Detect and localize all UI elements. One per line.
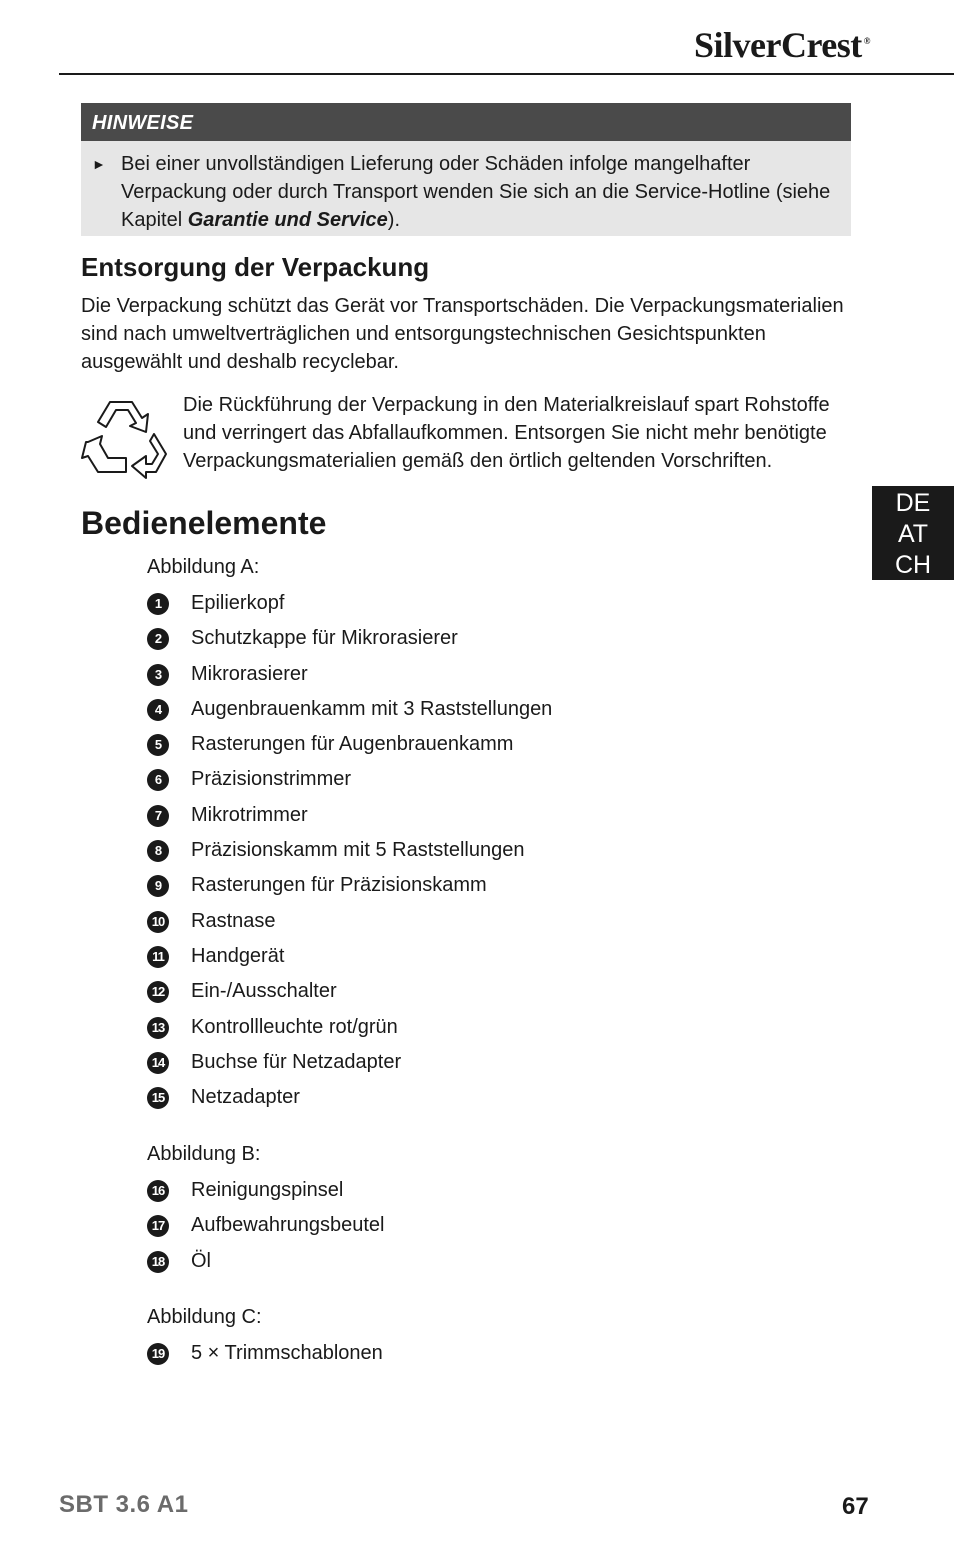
item-label: 5 × Trimmschablonen	[191, 1342, 383, 1364]
list-item	[147, 945, 552, 980]
note-box	[81, 103, 851, 236]
list-item	[147, 592, 552, 627]
item-label: Rastnase	[191, 909, 276, 932]
list-item	[147, 1250, 384, 1285]
figure-b-label: Abbildung B:	[147, 1143, 261, 1165]
list-item	[147, 1179, 384, 1214]
list-item	[147, 1086, 552, 1121]
list-item	[147, 910, 552, 945]
note-body	[81, 141, 851, 234]
item-label: Präzisionskamm mit 5 Raststellungen	[191, 839, 525, 862]
item-label: Rasterungen für Augenbrauenkamm	[191, 733, 514, 756]
item-number-badge: 16	[147, 1180, 169, 1202]
figure-c-list	[147, 1342, 383, 1377]
item-label: Handgerät	[191, 944, 285, 967]
footer-model: SBT 3.6 A1	[59, 1491, 189, 1518]
item-number-badge: 9	[147, 875, 169, 897]
list-item	[147, 980, 552, 1015]
item-number-badge: 19	[147, 1343, 169, 1365]
list-item	[147, 768, 552, 803]
note-text-bold: Garantie und Service	[187, 209, 388, 231]
note-text-end: ).	[387, 209, 401, 231]
item-label: Aufbewahrungsbeutel	[191, 1214, 385, 1237]
item-label: Mikrotrimmer	[191, 803, 308, 826]
item-number-badge: 13	[147, 1017, 169, 1039]
item-label: Ein-/Ausschalter	[191, 980, 337, 1003]
item-label: Öl	[191, 1249, 211, 1272]
figure-c-label: Abbildung C:	[147, 1306, 262, 1328]
item-label: Mikrorasierer	[191, 662, 308, 685]
controls-heading: Bedienelemente	[81, 505, 327, 541]
figure-a-list	[147, 592, 552, 1121]
list-item	[147, 627, 552, 662]
item-number-badge: 3	[147, 664, 169, 686]
item-label: Buchse für Netzadapter	[191, 1050, 402, 1073]
item-number-badge: 8	[147, 840, 169, 862]
arrow-bullet-icon: ►	[92, 156, 106, 172]
lang-de: DE	[895, 489, 931, 517]
item-number-badge: 5	[147, 734, 169, 756]
item-label: Kontrollleuchte rot/grün	[191, 1015, 398, 1038]
item-number-badge: 12	[147, 981, 169, 1003]
list-item	[147, 804, 552, 839]
list-item	[147, 733, 552, 768]
item-number-badge: 18	[147, 1251, 169, 1273]
list-item	[147, 1051, 552, 1086]
disposal-paragraph: Die Verpackung schützt das Gerät vor Transportschäden. Die Verpackungsmaterialien sind nach umweltverträglichen und entsorgungstechnischen Gesichtspunkten ausgewählt und deshalb recyclebar.	[81, 295, 844, 373]
header-rule	[59, 73, 954, 75]
brand-logo: SilverCrest ®	[693, 25, 870, 65]
item-number-badge: 10	[147, 911, 169, 933]
item-number-badge: 6	[147, 769, 169, 791]
note-title: HINWEISE	[81, 103, 851, 141]
figure-b-list	[147, 1179, 384, 1285]
recycle-icon	[80, 394, 172, 480]
figure-a-label: Abbildung A:	[147, 556, 260, 578]
item-number-badge: 1	[147, 593, 169, 615]
item-label: Netzadapter	[191, 1086, 300, 1109]
item-label: Schutzkappe für Mikrorasierer	[191, 627, 458, 650]
list-item	[147, 1016, 552, 1051]
item-number-badge: 2	[147, 628, 169, 650]
item-number-badge: 7	[147, 805, 169, 827]
item-number-badge: 4	[147, 699, 169, 721]
list-item	[147, 839, 552, 874]
lang-ch: CH	[894, 551, 932, 579]
item-number-badge: 14	[147, 1052, 169, 1074]
recycle-paragraph: Die Rückführung der Verpackung in den Materialkreislauf spart Rohstoffe und verringert das Abfallaufkommen. Entsorgen Sie nicht mehr benötigte Verpackungsmaterialien gemäß den örtlich geltenden Vorschriften.	[183, 394, 830, 472]
note-text: Bei einer unvollständigen Lieferung oder Schäden infolge mangelhafter Verpackung oder durch Transport wenden Sie sich an die Service-Hotline (siehe Kapitel	[121, 153, 831, 231]
item-label: Präzisionstrimmer	[191, 768, 352, 791]
page-number: 67	[842, 1493, 869, 1520]
list-item	[147, 1342, 383, 1377]
item-label: Epilierkopf	[191, 592, 285, 614]
list-item	[147, 698, 552, 733]
item-number-badge: 17	[147, 1215, 169, 1237]
disposal-heading: Entsorgung der Verpackung	[81, 252, 430, 282]
language-tab	[872, 486, 954, 580]
list-item	[147, 663, 552, 698]
lang-at: AT	[897, 520, 929, 548]
item-number-badge: 11	[147, 946, 169, 968]
item-label: Augenbrauenkamm mit 3 Raststellungen	[191, 697, 553, 720]
item-number-badge: 15	[147, 1087, 169, 1109]
item-label: Reinigungspinsel	[191, 1179, 344, 1201]
item-label: Rasterungen für Präzisionskamm	[191, 874, 487, 897]
list-item	[147, 1214, 384, 1249]
list-item	[147, 874, 552, 909]
